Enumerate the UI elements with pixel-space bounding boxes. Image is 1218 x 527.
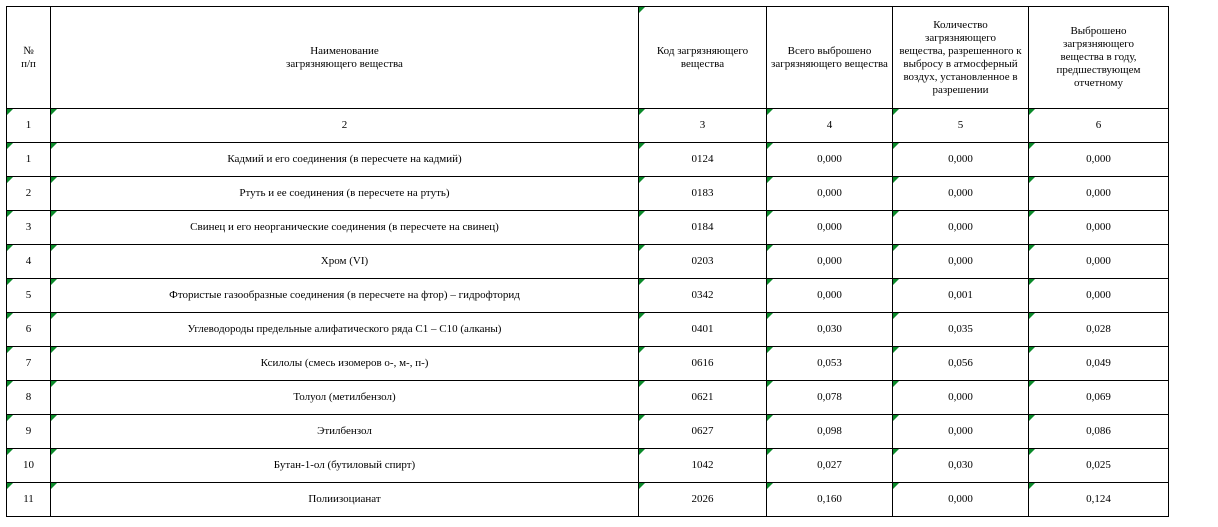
total-emitted-cell: 0,030 xyxy=(767,313,893,347)
emissions-table xyxy=(6,6,1169,517)
table-row xyxy=(7,211,1169,245)
permitted-amount-cell: 0,000 xyxy=(893,177,1029,211)
substance-name-cell: Бутан-1-ол (бутиловый спирт) xyxy=(51,449,639,483)
header-cell-total-emitted: Всего выброшено загрязняющего вещества xyxy=(767,7,893,109)
table-row xyxy=(7,347,1169,381)
table-row xyxy=(7,483,1169,517)
permitted-amount-cell: 0,000 xyxy=(893,143,1029,177)
permitted-amount-cell: 0,001 xyxy=(893,279,1029,313)
previous-year-cell: 0,000 xyxy=(1029,245,1169,279)
previous-year-cell: 0,028 xyxy=(1029,313,1169,347)
substance-name-cell: Углеводороды предельные алифатического ряда С1 – С10 (алканы) xyxy=(51,313,639,347)
substance-code-cell: 0342 xyxy=(639,279,767,313)
row-number-cell: 2 xyxy=(7,177,51,211)
row-number-cell: 6 xyxy=(7,313,51,347)
previous-year-cell: 0,000 xyxy=(1029,211,1169,245)
previous-year-cell: 0,000 xyxy=(1029,279,1169,313)
substance-name-cell: Толуол (метилбензол) xyxy=(51,381,639,415)
previous-year-cell: 0,025 xyxy=(1029,449,1169,483)
total-emitted-cell: 0,000 xyxy=(767,279,893,313)
total-emitted-cell: 0,098 xyxy=(767,415,893,449)
table-row xyxy=(7,449,1169,483)
substance-name-cell: Фтористые газообразные соединения (в пересчете на фтор) – гидрофторид xyxy=(51,279,639,313)
header-cell-previous-year: Выброшено загрязняющего вещества в году, предшествующем отчетному xyxy=(1029,7,1169,109)
total-emitted-cell: 0,000 xyxy=(767,143,893,177)
substance-name-cell: Ртуть и ее соединения (в пересчете на ртуть) xyxy=(51,177,639,211)
total-emitted-cell: 0,160 xyxy=(767,483,893,517)
row-number-cell: 11 xyxy=(7,483,51,517)
substance-name-cell: Кадмий и его соединения (в пересчете на кадмий) xyxy=(51,143,639,177)
permitted-amount-cell: 0,056 xyxy=(893,347,1029,381)
total-emitted-cell: 0,000 xyxy=(767,211,893,245)
substance-name-cell: Свинец и его неорганические соединения (в пересчете на свинец) xyxy=(51,211,639,245)
substance-name-cell: Полиизоцианат xyxy=(51,483,639,517)
row-number-cell: 8 xyxy=(7,381,51,415)
permitted-amount-cell: 0,000 xyxy=(893,211,1029,245)
total-emitted-cell: 0,027 xyxy=(767,449,893,483)
total-emitted-cell: 0,053 xyxy=(767,347,893,381)
previous-year-cell: 0,000 xyxy=(1029,177,1169,211)
table-row xyxy=(7,381,1169,415)
table-row xyxy=(7,279,1169,313)
substance-code-cell: 0627 xyxy=(639,415,767,449)
substance-code-cell: 0616 xyxy=(639,347,767,381)
substance-code-cell: 2026 xyxy=(639,483,767,517)
row-number-cell: 7 xyxy=(7,347,51,381)
permitted-amount-cell: 0,000 xyxy=(893,381,1029,415)
column-number-cell: 4 xyxy=(767,109,893,143)
total-emitted-cell: 0,000 xyxy=(767,245,893,279)
column-number-cell: 5 xyxy=(893,109,1029,143)
row-number-cell: 3 xyxy=(7,211,51,245)
permitted-amount-cell: 0,035 xyxy=(893,313,1029,347)
table-row xyxy=(7,313,1169,347)
previous-year-cell: 0,069 xyxy=(1029,381,1169,415)
total-emitted-cell: 0,078 xyxy=(767,381,893,415)
previous-year-cell: 0,000 xyxy=(1029,143,1169,177)
header-cell-substance-name: Наименование загрязняющего вещества xyxy=(51,7,639,109)
row-number-cell: 4 xyxy=(7,245,51,279)
row-number-cell: 9 xyxy=(7,415,51,449)
substance-name-cell: Хром (VI) xyxy=(51,245,639,279)
permitted-amount-cell: 0,000 xyxy=(893,245,1029,279)
header-row xyxy=(7,7,1169,109)
substance-code-cell: 0203 xyxy=(639,245,767,279)
header-cell-permitted-amount: Количество загрязняющего вещества, разрешенного к выбросу в атмосферный воздух, установленное в разрешении xyxy=(893,7,1029,109)
substance-code-cell: 0183 xyxy=(639,177,767,211)
permitted-amount-cell: 0,030 xyxy=(893,449,1029,483)
table-row xyxy=(7,177,1169,211)
column-number-cell: 6 xyxy=(1029,109,1169,143)
row-number-cell: 10 xyxy=(7,449,51,483)
substance-code-cell: 0124 xyxy=(639,143,767,177)
header-cell-substance-code: Код загрязняющего вещества xyxy=(639,7,767,109)
total-emitted-cell: 0,000 xyxy=(767,177,893,211)
header-cell-row-number: № п/п xyxy=(7,7,51,109)
table-row xyxy=(7,143,1169,177)
table-row xyxy=(7,415,1169,449)
substance-code-cell: 0184 xyxy=(639,211,767,245)
substance-name-cell: Ксилолы (смесь изомеров о-, м-, п-) xyxy=(51,347,639,381)
permitted-amount-cell: 0,000 xyxy=(893,483,1029,517)
previous-year-cell: 0,049 xyxy=(1029,347,1169,381)
row-number-cell: 5 xyxy=(7,279,51,313)
substance-name-cell: Этилбензол xyxy=(51,415,639,449)
substance-code-cell: 0401 xyxy=(639,313,767,347)
table-row xyxy=(7,245,1169,279)
column-number-cell: 3 xyxy=(639,109,767,143)
substance-code-cell: 0621 xyxy=(639,381,767,415)
column-number-row xyxy=(7,109,1169,143)
row-number-cell: 1 xyxy=(7,143,51,177)
column-number-cell: 2 xyxy=(51,109,639,143)
previous-year-cell: 0,124 xyxy=(1029,483,1169,517)
previous-year-cell: 0,086 xyxy=(1029,415,1169,449)
permitted-amount-cell: 0,000 xyxy=(893,415,1029,449)
column-number-cell: 1 xyxy=(7,109,51,143)
substance-code-cell: 1042 xyxy=(639,449,767,483)
